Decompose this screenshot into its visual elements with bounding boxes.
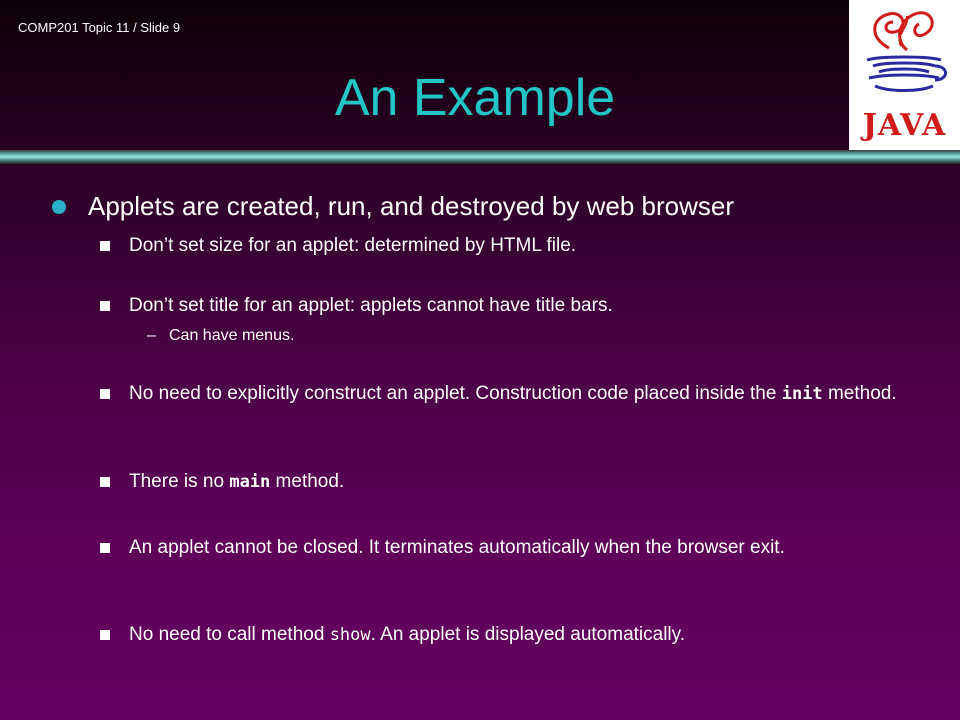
bullet-dot-icon [52, 200, 66, 214]
list-item-text [129, 381, 919, 407]
square-bullet-icon [100, 241, 110, 251]
list-item-text [129, 469, 919, 495]
dash-bullet: – [147, 327, 156, 344]
square-bullet-icon [100, 389, 110, 399]
square-bullet-icon [100, 477, 110, 487]
square-bullet-icon [100, 301, 110, 311]
sub-sub-bullet-text: Can have menus. [169, 327, 295, 344]
list-item-text: Don’t set title for an applet: applets cannot have title bars. [129, 295, 613, 316]
java-cup-icon [849, 0, 960, 110]
text-segment: . An applet is displayed automatically. [370, 624, 686, 645]
text-segment: No need to call method [129, 624, 330, 645]
code-init: init [781, 384, 823, 404]
list-item-text: Don’t set size for an applet: determined by HTML file. [129, 235, 577, 256]
java-logo [849, 0, 960, 150]
text-segment: No need to explicitly construct an applet. Construction code placed inside the [129, 383, 782, 404]
main-bullet-text: Applets are created, run, and destroyed by web browser [88, 191, 735, 221]
slide-title: An Example [334, 69, 616, 127]
code-main: main [229, 472, 271, 492]
square-bullet-icon [100, 630, 110, 640]
text-segment: There is no [129, 471, 230, 492]
text-segment: method. [822, 383, 897, 404]
title-divider [0, 150, 960, 164]
slide-number-label: COMP201 Topic 11 / Slide 9 [18, 20, 181, 35]
text-segment: method. [270, 471, 345, 492]
code-show: show [329, 625, 371, 645]
list-item-text: An applet cannot be closed. It terminates automatically when the browser exit. [129, 537, 785, 558]
square-bullet-icon [100, 543, 110, 553]
logo-text: JAVA [862, 108, 947, 143]
list-item-text [129, 622, 919, 648]
